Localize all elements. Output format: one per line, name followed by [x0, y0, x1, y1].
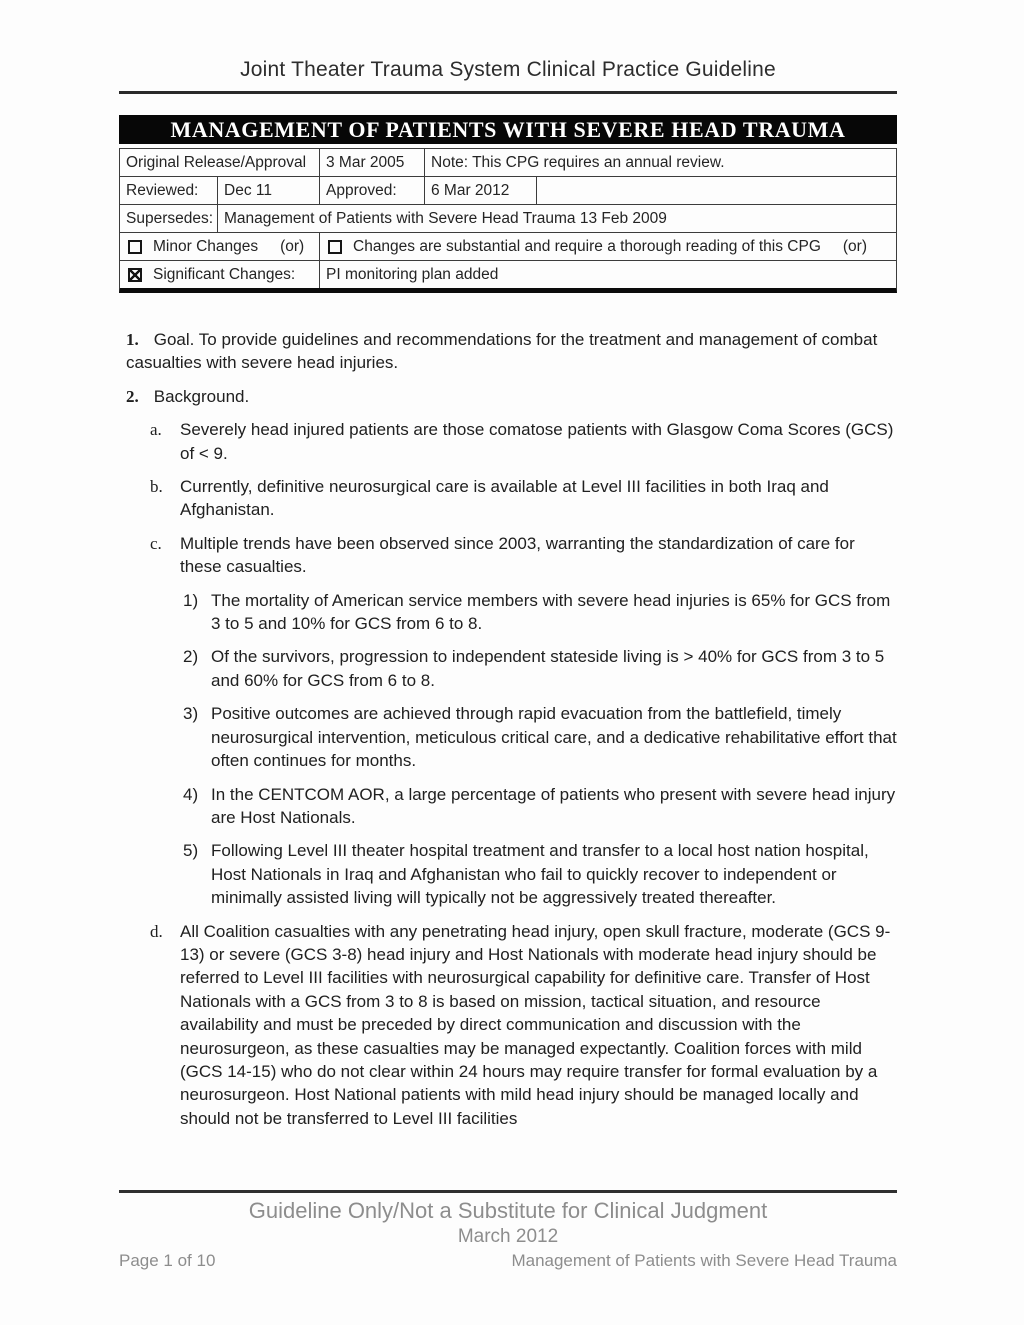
item-marker: 5) [183, 841, 199, 861]
item-marker: 4) [183, 784, 199, 804]
list-item [150, 920, 897, 1131]
list-item [150, 475, 897, 522]
footer-document-name: Management of Patients with Severe Head Trauma [511, 1251, 897, 1270]
checkbox-checked-icon [128, 268, 142, 282]
reviewed-label: Reviewed: [120, 177, 218, 205]
original-release-date: 3 Mar 2005 [320, 149, 425, 177]
item-marker: d. [150, 921, 163, 941]
significant-changes-label: Significant Changes: [153, 266, 296, 283]
footer-date: March 2012 [457, 1226, 559, 1247]
footer-disclaimer: Guideline Only/Not a Substitute for Clinical Judgment [248, 1198, 768, 1223]
item-text: Of the survivors, progression to independent stateside living is > 40% for GCS from 3 to 5 and 60% for GCS from 6 to 8. [211, 647, 885, 690]
footer-page-number: Page 1 of 10 [119, 1251, 216, 1270]
item-text: The mortality of American service members with severe head injuries is 65% for GCS from 3 to 5 and 10% for GCS from 6 to 8. [211, 590, 891, 634]
annual-review-note: Note: This CPG requires an annual review. [425, 149, 896, 177]
list-item [150, 532, 897, 579]
item-text: Following Level III theater hospital treatment and transfer to a local host nation hospital, Host Nationals in Iraq and Afghanistan who fail to quickly recover to independent or minimally assisted living will typically not be aggressively treated thereafter. [211, 841, 869, 908]
item-marker: 2) [183, 647, 199, 667]
footer-divider [119, 1190, 897, 1193]
checkbox-unchecked-icon [328, 240, 342, 254]
page-footer [119, 1190, 897, 1271]
item-marker: a. [150, 420, 162, 440]
title-divider [119, 91, 897, 94]
item-marker: 2. [126, 386, 139, 406]
list-item [183, 783, 897, 830]
footer-row [119, 1251, 897, 1271]
minor-changes-label: Minor Changes [153, 238, 259, 255]
list-item [183, 839, 897, 909]
item-marker: 1) [183, 590, 199, 610]
supersedes-label: Supersedes: [120, 205, 218, 233]
list-item [150, 418, 897, 465]
list-item [119, 328, 897, 375]
reviewed-value: Dec 11 [218, 177, 320, 205]
list-item [183, 702, 897, 772]
original-release-label: Original Release/Approval [120, 149, 320, 177]
item-marker: 3) [183, 704, 199, 724]
item-text: Background. [153, 386, 250, 406]
item-text: Goal. To provide guidelines and recommendations for the treatment and management of combat casualties with severe head injuries. [126, 330, 878, 373]
substantial-changes-label: Changes are substantial and require a thorough reading of this CPG [353, 238, 821, 255]
substantial-changes-or-label: (or) [842, 238, 867, 255]
item-text: Positive outcomes are achieved through rapid evacuation from the battlefield, timely neurosurgical intervention, meticulous critical care, and a dedicative rehabilitative effort that often continues for months. [211, 704, 897, 771]
list-item [183, 589, 897, 636]
approved-value: 6 Mar 2012 [425, 177, 537, 205]
approval-table [119, 148, 897, 293]
document-content [119, 0, 897, 1140]
supersedes-value: Management of Patients with Severe Head Trauma 13 Feb 2009 [218, 205, 896, 233]
item-marker: 1. [126, 330, 139, 349]
item-marker: b. [150, 477, 163, 497]
minor-changes-cell [120, 233, 320, 261]
item-text: Multiple trends have been observed since 2003, warranting the standardization of care for these casualties. [180, 533, 855, 577]
list-item [183, 645, 897, 692]
item-marker: c. [150, 533, 162, 553]
list-item [119, 385, 897, 408]
empty-cell [537, 177, 896, 205]
significant-changes-cell [120, 261, 320, 288]
substantial-changes-cell [320, 233, 896, 261]
minor-changes-or-label: (or) [280, 238, 305, 255]
item-text: In the CENTCOM AOR, a large percentage of patients who present with severe head injury are Host Nationals. [211, 784, 896, 827]
approved-label: Approved: [320, 177, 425, 205]
checkbox-unchecked-icon [128, 240, 142, 254]
document-title: Joint Theater Trauma System Clinical Practice Guideline [240, 58, 776, 81]
item-text: Severely head injured patients are those comatose patients with Glasgow Coma Scores (GCS) of < 9. [180, 420, 894, 463]
significant-changes-value: PI monitoring plan added [326, 266, 499, 283]
item-text: All Coalition casualties with any penetrating head injury, open skull fracture, moderate (GCS 9-13) or severe (GCS 3-8) head injury and Host Nationals with moderate head injury should be referred to Level III facilities with neurosurgical capability for definitive care. Transfer of Host Nationals with a GCS from 3 to 8 is based on mission, tactical situation, and resource availability and must be preceded by direct communication and discussion with the neurosurgeon, as these casualties may be managed expectantly. Coalition forces with mild (GCS 14-15) who do not clear within 24 hours may require transfer for formal evaluation by a neurosurgeon. Host National patients with mild head injury should be managed locally and should not be transferred to Level III facilities [180, 921, 891, 1128]
banner-title: MANAGEMENT OF PATIENTS WITH SEVERE HEAD TRAUMA [119, 115, 897, 144]
item-text: Currently, definitive neurosurgical care is available at Level III facilities in both Iraq and Afghanistan. [180, 477, 829, 520]
body-section [119, 328, 897, 1130]
